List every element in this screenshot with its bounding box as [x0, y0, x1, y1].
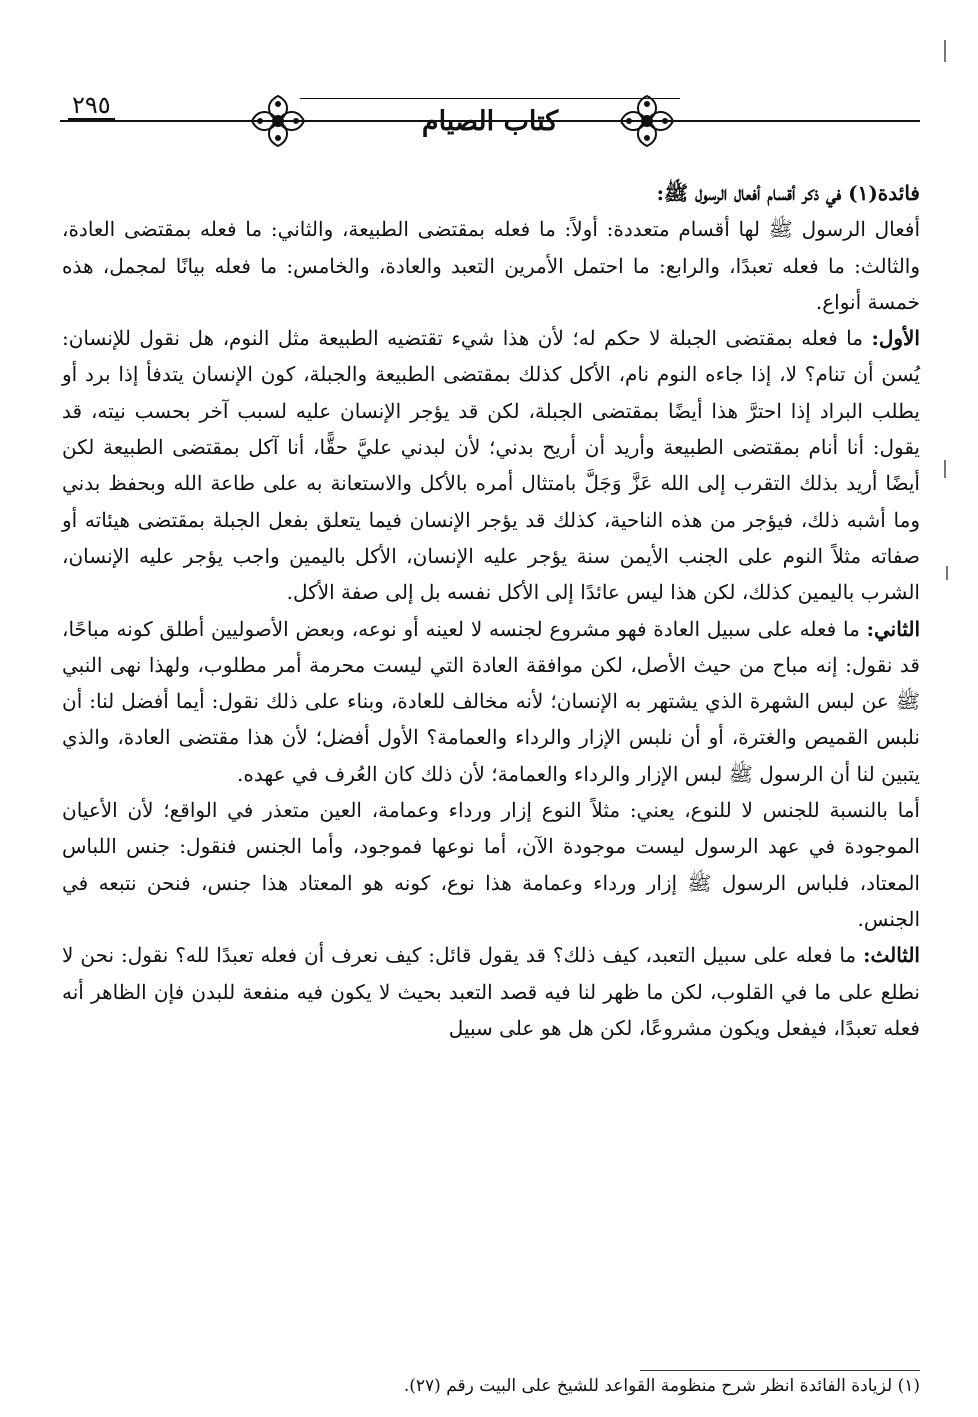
paragraph-lead: الثاني: [866, 616, 921, 641]
paragraph [62, 320, 920, 610]
scan-margin-mark [944, 40, 946, 62]
footnote-divider [640, 1370, 920, 1371]
paragraph-text: ما فعله على سبيل العادة فهو مشروع لجنسه لا لعينه أو نوعه، وبعض الأصوليين أطلق كونه مباحًا، قد نقول: إنه مباح من حيث الأصل، لكن موافقة العادة التي ليست محرمة أمر مطلوب، ولهذا نهى النبي ﷺ عن لبس الشهرة الذي يشتهر به الإنسان؛ لأنه مخالف للعادة، وبناء على ذلك نقول: أيما أفضل لنا: أن نلبس القميص والغترة، أو أن نلبس الإزار والرداء والعمامة؟ الأول أفضل؛ لأن هذا مقتضى العادة، والذي يتبين لنا أن الرسول ﷺ لبس الإزار والرداء والعمامة؛ لأن ذلك كان العُرف في عهده. [62, 616, 920, 786]
paragraph-lead: الثالث: [863, 943, 920, 968]
paragraph [62, 937, 920, 1046]
paragraph: أفعال الرسول ﷺ لها أقسام متعددة: أولاً: ما فعله بمقتضى الطبيعة، والثاني: ما فعله بمقتضى العادة، والثالث: ما فعله تعبدًا، والرابع: ما احتمل الأمرين التعبد والعادة، والخامس: ما فعله بيانًا لمجمل، هذه خمسة أنواع. [62, 217, 920, 314]
paragraph-text: ما فعله على سبيل التعبد، كيف ذلك؟ قد يقول قائل: كيف نعرف أن فعله تعبدًا لله؟ نقول: نحن لا نطلع على ما في القلوب، لكن ما ظهر لنا فيه قصد التعبد بحيث لا يكون فيه منفعة للبدن فإن الظاهر أنه فعله تعبدًا، فيفعل ويكون مشروعًا، لكن هل هو على سبيل [62, 943, 920, 1040]
section-heading: فائدة(١) في ذكر أقسام أفعال الرسول ﷺ: [656, 181, 920, 205]
page-header [60, 78, 920, 158]
paragraph [62, 611, 920, 792]
floral-ornament-icon [615, 92, 679, 150]
scan-margin-mark [946, 566, 948, 580]
footnote: (١) لزيادة الفائدة انظر شرح منظومة القواعد للشيخ على البيت رقم (٢٧). [403, 1376, 920, 1396]
page-number: ٢٩٥ [68, 92, 115, 120]
paragraph-lead: الأول: [871, 326, 920, 351]
main-text [62, 175, 920, 1046]
scan-margin-mark [944, 460, 946, 478]
running-title: كتاب الصيام [421, 106, 559, 137]
paragraph-text: ما فعله بمقتضى الجبلة لا حكم له؛ لأن هذا شيء تقتضيه الطبيعة مثل النوم، هل نقول للإنسان: يُسن أن تنام؟ لا، إذا جاءه النوم نام، الأكل كذلك بمقتضى الطبيعة والجبلة، كون الإنسان يتدفأ إذا برد أو يطلب البراد إذا احترَّ هذا أيضًا بمقتضى الجبلة، لكن قد يؤجر الإنسان عليه لسبب آخر بحسب نيته، قد يقول: أنا أنام بمقتضى الطبيعة وأريد أن أريح بدني؛ لأن لبدني عليَّ حقًّا، أنا آكل بمقتضى الطبيعة لكن أيضًا أريد بذلك التقرب إلى الله عَزَّ وَجَلَّ بامتثال أمره بالأكل والاستعانة به على طاعة الله وبحفظ بدني وما أشبه ذلك، فيؤجر من هذه الناحية، كذلك قد يؤجر الإنسان فيما يتعلق بفعل الجبلة بمقتضى هيئاته أو صفاته مثلاً النوم على الجنب الأيمن سنة يؤجر عليه الإنسان، الأكل باليمين واجب يؤجر عليه الإنسان، الشرب باليمين كذلك، لكن هذا ليس عائدًا إلى الأكل نفسه بل إلى صفة الأكل. [62, 326, 921, 605]
floral-ornament-icon [246, 92, 310, 150]
paragraph: أما بالنسبة للجنس لا للنوع، يعني: مثلاً النوع إزار ورداء وعمامة، العين متعذر في الواقع؛ لأن الأعيان الموجودة في عهد الرسول ليست موجودة الآن، أما نوعها فموجود، وأما الجنس فنقول: جنس اللباس المعتاد، فلباس الرسول ﷺ إزار ورداء وعمامة هذا نوع، كونه هو المعتاد هذا جنس، فنحن نتبعه في الجنس. [62, 798, 920, 931]
